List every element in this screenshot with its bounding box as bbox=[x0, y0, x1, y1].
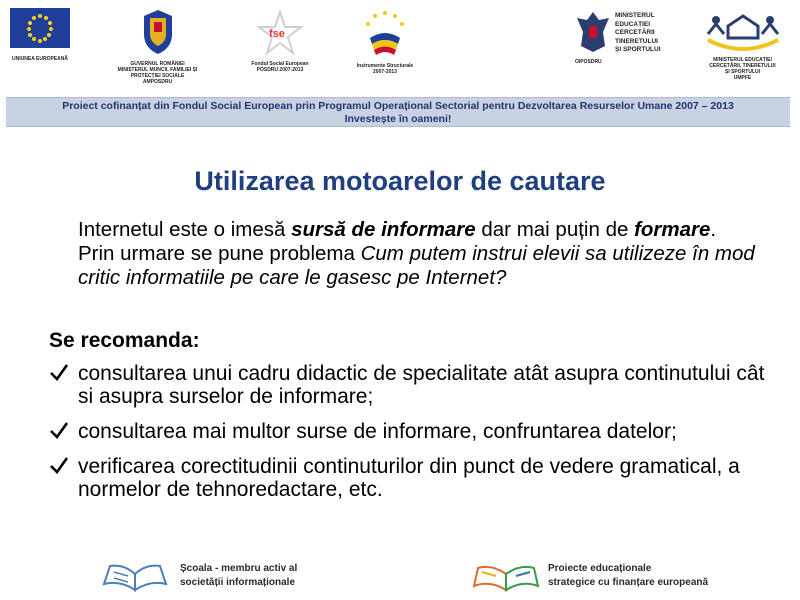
checkmark-icon bbox=[49, 362, 69, 382]
ministry-logo bbox=[575, 10, 675, 65]
umpfe-logo bbox=[690, 10, 795, 81]
intro-text-1: Internetul este o imesă bbox=[78, 218, 292, 241]
intro-paragraph bbox=[78, 218, 758, 290]
coat-of-arms-icon bbox=[138, 8, 178, 56]
oiposdru-caption: OIPOSDRU bbox=[575, 58, 602, 65]
intro-bold-2: formare bbox=[634, 218, 711, 241]
list-item-text: consultarea unui cadru didactic de specialitate atât asupra continutului cât si asupra surselor de informare; bbox=[78, 362, 765, 408]
intro-text-3: . Prin urmare se pune problema bbox=[78, 218, 717, 265]
eagle-icon bbox=[575, 10, 611, 54]
eu-flag-icon bbox=[10, 8, 70, 48]
structural-instruments-icon bbox=[360, 8, 410, 58]
checkmark-icon bbox=[49, 420, 69, 440]
footer-logo-left bbox=[100, 558, 330, 598]
open-book-icon bbox=[100, 560, 170, 596]
footer-left-line-1: Școala - membru activ al bbox=[180, 563, 298, 574]
list-item bbox=[49, 362, 769, 408]
fse-caption: Fondul Social European POSDRU 2007-2013 bbox=[251, 61, 309, 73]
house-people-icon bbox=[698, 10, 788, 52]
slide-title: Utilizarea motoarelor de cautare bbox=[194, 166, 606, 196]
banner-line-1: Proiect cofinanțat din Fondul Social European prin Programul Operațional Sectorial pentru Dezvoltarea Resurselor Umane 2007 – 2013 bbox=[62, 100, 734, 112]
list-item bbox=[49, 420, 769, 443]
eu-caption: UNIUNEA EUROPEANĂ bbox=[12, 56, 68, 62]
umpfe-caption: MINISTERUL EDUCAȚIEI CERCETĂRII, TINERETULUI ȘI SPORTULUI UMPFE bbox=[709, 57, 776, 81]
structural-instruments-logo bbox=[355, 8, 415, 75]
list-item bbox=[49, 455, 769, 501]
recommendations-heading: Se recomanda: bbox=[49, 329, 200, 352]
fse-star-icon bbox=[256, 10, 304, 56]
list-item-text: verificarea corectitudinii continuturilor din punct de vedere gramatical, a normelor de tehnoredactare, etc. bbox=[78, 455, 740, 501]
structural-caption: Instrumente Structurale 2007-2013 bbox=[356, 63, 414, 75]
footer-right-line-2: strategice cu finanțare europeană bbox=[548, 577, 709, 588]
intro-bold-1: sursă de informare bbox=[291, 218, 476, 241]
eu-logo bbox=[5, 8, 75, 62]
recommendations-list bbox=[49, 362, 769, 513]
government-caption: GUVERNUL ROMÂNIEI MINISTERUL MUNCII, FAMILIEI ȘI PROTECȚIEI SOCIALE AMPOSDRU bbox=[117, 61, 198, 85]
checkmark-icon bbox=[49, 455, 69, 475]
list-item-text: consultarea mai multor surse de informare, confruntarea datelor; bbox=[78, 420, 677, 443]
logo-strip bbox=[0, 0, 800, 95]
cofinancing-banner bbox=[6, 97, 790, 127]
fse-logo bbox=[245, 10, 315, 73]
footer-right-line-1: Proiecte educaționale bbox=[548, 563, 652, 574]
banner-line-2: Investește în oameni! bbox=[344, 113, 452, 125]
intro-italic-question: Cum putem instrui elevii sa utilizeze în mod critic informatiile pe care le gasesc pe Internet? bbox=[78, 242, 755, 289]
colorful-book-icon bbox=[470, 560, 542, 596]
ministry-caption: MINISTERUL EDUCAȚIEI CERCETĂRII TINERETULUI ȘI SPORTULUI bbox=[615, 12, 661, 53]
footer-logo-right bbox=[470, 558, 730, 598]
fse-mark: fse bbox=[269, 28, 285, 40]
footer-left-line-2: societății informaționale bbox=[180, 577, 296, 588]
intro-text-2: dar mai puțin de bbox=[475, 218, 635, 241]
government-logo bbox=[110, 8, 205, 85]
